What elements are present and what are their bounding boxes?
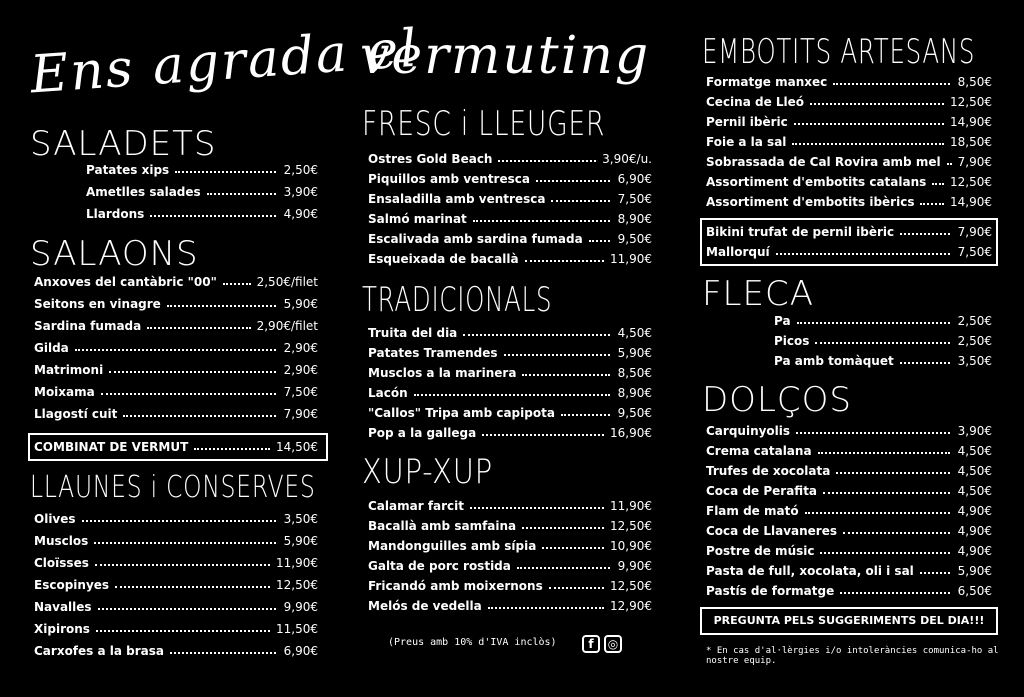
item-name: Pa amb tomàquet — [774, 354, 894, 368]
item-name: Coca de Llavaneres — [706, 524, 838, 538]
item-price: 14,90€ — [950, 195, 992, 209]
leader-dots — [96, 630, 270, 632]
item-price: 11,90€ — [276, 556, 318, 570]
item-price: 5,90€ — [283, 297, 318, 311]
item-price: 4,90€ — [957, 524, 992, 538]
leader-dots — [589, 240, 610, 242]
item-price: 6,90€ — [283, 644, 318, 658]
leader-dots — [820, 552, 950, 554]
list-item — [86, 207, 318, 221]
list-item — [34, 512, 318, 526]
item-price: 2,90€ — [283, 341, 318, 355]
item-price: 7,90€ — [957, 155, 992, 169]
heading-fleca: FLECA — [702, 274, 814, 314]
item-name: Assortiment d'embotits ibèrics — [706, 195, 915, 209]
list-item — [368, 192, 652, 206]
heading-xupxup: XUP-XUP — [362, 452, 494, 492]
list-item — [706, 245, 992, 259]
item-name: Foie a la sal — [706, 135, 787, 149]
leader-dots — [115, 586, 270, 588]
item-name: Gilda — [34, 341, 69, 355]
list-item — [706, 135, 992, 149]
facebook-icon[interactable]: f — [582, 635, 600, 653]
item-price: 4,50€ — [957, 484, 992, 498]
item-name: Ensaladilla amb ventresca — [368, 192, 546, 206]
item-price: 4,50€ — [957, 464, 992, 478]
item-price: 5,90€ — [283, 534, 318, 548]
item-name: Carxofes a la brasa — [34, 644, 164, 658]
script-title-left: Ens agrada el — [28, 18, 421, 106]
leader-dots — [549, 587, 604, 589]
leader-dots — [123, 415, 276, 417]
item-price: 11,90€ — [610, 252, 652, 266]
list-item — [706, 464, 992, 478]
item-price: 3,50€ — [283, 512, 318, 526]
list-item — [34, 363, 318, 377]
list-item — [34, 556, 318, 570]
leader-dots — [175, 171, 276, 173]
leader-dots — [94, 542, 276, 544]
item-price: 14,90€ — [950, 115, 992, 129]
leader-dots — [223, 283, 251, 285]
item-price: 3,90€ — [283, 185, 318, 199]
item-name: Matrimoni — [34, 363, 104, 377]
item-price: 4,90€ — [957, 544, 992, 558]
item-name: Ametlles salades — [86, 185, 201, 199]
allergy-note: * En cas d'al·lèrgies i/o intoleràncies comunica-ho al nostre equip. — [706, 646, 999, 666]
leader-dots — [170, 652, 276, 654]
list-item — [34, 407, 318, 421]
list-item — [368, 252, 652, 266]
list-item — [34, 578, 318, 592]
item-name: Picos — [774, 334, 810, 348]
item-name: Anxoves del cantàbric "00" — [34, 275, 217, 289]
leader-dots — [517, 567, 610, 569]
list-item — [706, 115, 992, 129]
item-price: 2,50€ — [957, 334, 992, 348]
list-item — [34, 534, 318, 548]
item-price: 3,50€ — [957, 354, 992, 368]
list-item — [86, 185, 318, 199]
item-price: 16,90€ — [610, 426, 652, 440]
list-item — [368, 559, 652, 573]
leader-dots — [504, 354, 610, 356]
leader-dots — [833, 83, 950, 85]
list-item — [368, 579, 652, 593]
list-item — [34, 385, 318, 399]
item-price: 2,50€/filet — [256, 275, 318, 289]
item-price: 7,50€ — [957, 245, 992, 259]
item-name: Moixama — [34, 385, 95, 399]
list-item — [86, 163, 318, 177]
list-item — [774, 314, 992, 328]
item-price: 10,90€ — [610, 539, 652, 553]
list-item — [368, 152, 652, 166]
list-item — [34, 600, 318, 614]
leader-dots — [207, 193, 276, 195]
item-name: Flam de mató — [706, 504, 799, 518]
list-item — [34, 440, 318, 454]
item-price: 6,50€ — [957, 584, 992, 598]
item-name: Patates xips — [86, 163, 170, 177]
item-name: Escopinyes — [34, 578, 110, 592]
item-price: 9,50€ — [617, 406, 652, 420]
list-item — [706, 544, 992, 558]
leader-dots — [900, 233, 950, 235]
item-price: 6,90€ — [617, 172, 652, 186]
item-name: Piquillos amb ventresca — [368, 172, 530, 186]
list-item — [706, 504, 992, 518]
item-price: 7,90€ — [957, 225, 992, 239]
list-item — [34, 644, 318, 658]
item-price: 11,50€ — [276, 622, 318, 636]
leader-dots — [101, 393, 276, 395]
item-price: 7,90€ — [283, 407, 318, 421]
leader-dots — [561, 414, 610, 416]
leader-dots — [776, 253, 950, 255]
list-item — [706, 195, 992, 209]
item-name: COMBINAT DE VERMUT — [34, 440, 189, 454]
item-price: 8,50€ — [957, 75, 992, 89]
leader-dots — [473, 220, 610, 222]
leader-dots — [551, 200, 610, 202]
leader-dots — [796, 432, 950, 434]
leader-dots — [522, 374, 610, 376]
item-name: Bacallà amb samfaina — [368, 519, 517, 533]
list-item — [706, 584, 992, 598]
item-name: Truita del dia — [368, 326, 458, 340]
leader-dots — [109, 371, 276, 373]
item-price: 4,90€ — [957, 504, 992, 518]
item-price: 2,50€ — [957, 314, 992, 328]
leader-dots — [167, 305, 276, 307]
leader-dots — [150, 215, 276, 217]
leader-dots — [797, 322, 950, 324]
item-name: Calamar farcit — [368, 499, 465, 513]
leader-dots — [932, 183, 944, 185]
list-item — [706, 95, 992, 109]
list-item — [34, 319, 318, 333]
item-price: 2,90€ — [283, 363, 318, 377]
item-name: Lacón — [368, 386, 408, 400]
item-name: Mandonguilles amb sípia — [368, 539, 537, 553]
leader-dots — [805, 512, 950, 514]
item-price: 8,50€ — [617, 366, 652, 380]
leader-dots — [900, 362, 950, 364]
item-name: Pernil ibèric — [706, 115, 788, 129]
leader-dots — [792, 143, 944, 145]
item-price: 4,50€ — [617, 326, 652, 340]
list-item — [368, 519, 652, 533]
item-price: 18,50€ — [950, 135, 992, 149]
leader-dots — [147, 327, 250, 329]
item-name: Xipirons — [34, 622, 90, 636]
leader-dots — [843, 532, 950, 534]
leader-dots — [525, 260, 604, 262]
item-name: Trufes de xocolata — [706, 464, 831, 478]
item-name: Carquinyolis — [706, 424, 791, 438]
item-price: 5,90€ — [957, 564, 992, 578]
leader-dots — [463, 334, 610, 336]
list-item — [368, 386, 652, 400]
heading-llaunes: LLAUNES i CONSERVES — [30, 470, 316, 505]
heading-saladets: SALADETS — [30, 124, 217, 164]
item-price: 12,50€ — [276, 578, 318, 592]
leader-dots — [75, 349, 276, 351]
list-item — [368, 326, 652, 340]
list-item — [706, 175, 992, 189]
leader-dots — [818, 452, 950, 454]
item-name: Cecina de Lleó — [706, 95, 805, 109]
list-item — [368, 346, 652, 360]
item-name: Patates Tramendes — [368, 346, 498, 360]
list-item — [706, 444, 992, 458]
leader-dots — [810, 103, 944, 105]
item-name: Bikini trufat de pernil ibèric — [706, 225, 895, 239]
list-item — [34, 297, 318, 311]
list-item — [368, 499, 652, 513]
item-price: 12,50€ — [610, 519, 652, 533]
item-price: 9,90€ — [283, 600, 318, 614]
item-name: Olives — [34, 512, 76, 526]
item-name: Sobrassada de Cal Rovira amb mel — [706, 155, 941, 169]
item-price: 5,90€ — [617, 346, 652, 360]
list-item — [706, 424, 992, 438]
item-name: Llardons — [86, 207, 145, 221]
leader-dots — [920, 203, 944, 205]
script-title-middle: vermuting — [360, 26, 651, 86]
list-item — [706, 564, 992, 578]
item-name: Mallorquí — [706, 245, 770, 259]
item-name: Pastís de formatge — [706, 584, 835, 598]
item-name: Escalivada amb sardina fumada — [368, 232, 583, 246]
leader-dots — [482, 434, 604, 436]
item-name: Coca de Perafita — [706, 484, 818, 498]
list-item — [368, 212, 652, 226]
list-item — [706, 75, 992, 89]
item-name: Sardina fumada — [34, 319, 142, 333]
item-name: "Callos" Tripa amb capipota — [368, 406, 555, 420]
list-item — [368, 426, 652, 440]
heading-tradicionals: TRADICIONALS — [362, 280, 553, 320]
item-price: 2,90€/filet — [256, 319, 318, 333]
heading-dolcos: DOLÇOS — [702, 380, 852, 420]
item-price: 12,50€ — [610, 579, 652, 593]
item-name: Crema catalana — [706, 444, 812, 458]
item-price: 9,50€ — [617, 232, 652, 246]
item-name: Formatge manxec — [706, 75, 828, 89]
item-name: Esqueixada de bacallà — [368, 252, 519, 266]
item-price: 2,50€ — [283, 163, 318, 177]
leader-dots — [470, 507, 604, 509]
item-price: 12,90€ — [610, 599, 652, 613]
item-price: 11,90€ — [610, 499, 652, 513]
leader-dots — [522, 527, 604, 529]
leader-dots — [836, 472, 950, 474]
list-item — [34, 275, 318, 289]
item-price: 3,90€ — [957, 424, 992, 438]
list-item — [368, 172, 652, 186]
item-price: 12,50€ — [950, 95, 992, 109]
list-item — [706, 524, 992, 538]
item-name: Fricandó amb moixernons — [368, 579, 543, 593]
item-price: 4,50€ — [957, 444, 992, 458]
item-price: 8,90€ — [617, 386, 652, 400]
item-price: 9,90€ — [617, 559, 652, 573]
list-item — [774, 334, 992, 348]
list-item — [706, 225, 992, 239]
list-item — [368, 539, 652, 553]
list-item — [774, 354, 992, 368]
item-price: 8,90€ — [617, 212, 652, 226]
leader-dots — [95, 564, 270, 566]
item-name: Salmó marinat — [368, 212, 467, 226]
leader-dots — [840, 592, 950, 594]
list-item — [706, 155, 992, 169]
leader-dots — [823, 492, 950, 494]
leader-dots — [414, 394, 610, 396]
heading-embotits: EMBOTITS ARTESANS — [702, 32, 976, 72]
leader-dots — [815, 342, 950, 344]
suggeriments-text: PREGUNTA PELS SUGGERIMENTS DEL DIA!!! — [713, 614, 985, 627]
item-name: Ostres Gold Beach — [368, 152, 493, 166]
item-price: 3,90€/u. — [602, 152, 652, 166]
leader-dots — [542, 547, 604, 549]
list-item — [34, 622, 318, 636]
item-name: Seitons en vinagre — [34, 297, 161, 311]
item-name: Pasta de full, xocolata, oli i sal — [706, 564, 914, 578]
iva-note: (Preus amb 10% d'IVA inclòs) — [388, 637, 557, 648]
leader-dots — [98, 608, 276, 610]
leader-dots — [82, 520, 276, 522]
item-name: Assortiment d'embotits catalans — [706, 175, 927, 189]
item-price: 7,50€ — [283, 385, 318, 399]
item-name: Cloïsses — [34, 556, 89, 570]
item-name: Navalles — [34, 600, 92, 614]
list-item — [368, 232, 652, 246]
item-price: 4,90€ — [283, 207, 318, 221]
leader-dots — [794, 123, 944, 125]
item-name: Postre de músic — [706, 544, 815, 558]
item-name: Musclos a la marinera — [368, 366, 517, 380]
item-name: Melós de vedella — [368, 599, 482, 613]
item-name: Musclos — [34, 534, 89, 548]
item-name: Pop a la gallega — [368, 426, 477, 440]
item-name: Galta de porc rostida — [368, 559, 511, 573]
leader-dots — [920, 572, 950, 574]
leader-dots — [488, 607, 604, 609]
list-item — [706, 484, 992, 498]
leader-dots — [498, 160, 596, 162]
heading-fresc: FRESC i LLEUGER — [362, 104, 606, 144]
instagram-icon[interactable]: ◎ — [604, 635, 622, 653]
item-price: 14,50€ — [276, 440, 318, 454]
item-price: 12,50€ — [950, 175, 992, 189]
leader-dots — [194, 448, 270, 450]
list-item — [368, 406, 652, 420]
list-item — [34, 341, 318, 355]
list-item — [368, 599, 652, 613]
item-name: Pa — [774, 314, 791, 328]
item-price: 7,50€ — [617, 192, 652, 206]
leader-dots — [536, 180, 610, 182]
heading-salaons: SALAONS — [30, 234, 199, 274]
list-item — [368, 366, 652, 380]
item-name: Llagostí cuit — [34, 407, 118, 421]
